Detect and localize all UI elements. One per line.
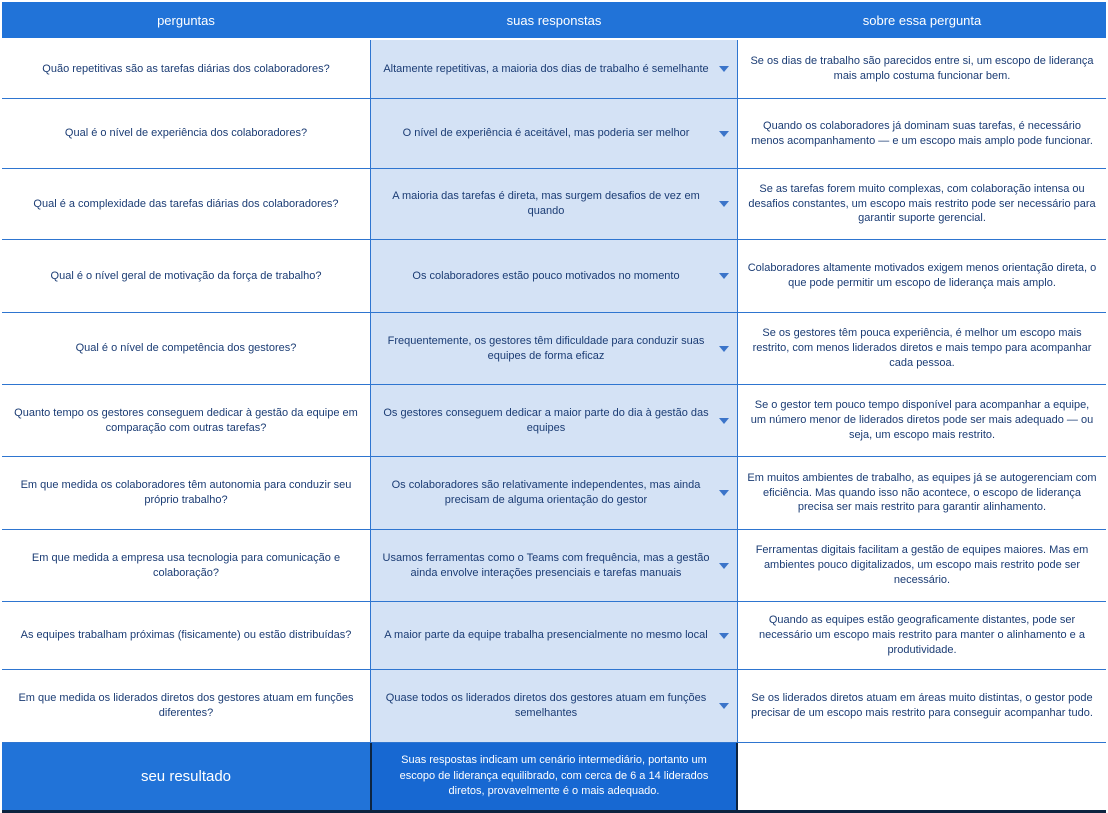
table-header-row: [2, 2, 1106, 40]
header-questions: perguntas: [157, 12, 215, 28]
about-cell: Colaboradores altamente motivados exigem menos orientação direta, o que pode permitir um escopo de liderança mais amplo.: [747, 262, 1097, 289]
chevron-down-icon: [719, 131, 729, 137]
answer-dropdown[interactable]: [370, 670, 738, 742]
chevron-down-icon: [719, 418, 729, 424]
about-cell: Em muitos ambientes de trabalho, as equipes já se autogerenciam com eficiência. Mas quando isso não acontece, o escopo de liderança precisa ser mais restrito para garantir alinhamento.: [747, 471, 1097, 514]
chevron-down-icon: [719, 633, 729, 639]
question-cell: Em que medida os liderados diretos dos gestores atuam em funções diferentes?: [18, 692, 354, 719]
question-cell: Qual é o nível de experiência dos colaboradores?: [64, 127, 308, 140]
answer-dropdown-value: O nível de experiência é aceitável, mas poderia ser melhor: [402, 127, 690, 140]
answer-dropdown[interactable]: [370, 99, 738, 168]
about-cell: Ferramentas digitais facilitam a gestão de equipes maiores. Mas em ambientes pouco digitalizados, um escopo mais restrito pode ser necessário.: [755, 544, 1089, 586]
chevron-down-icon: [719, 490, 729, 496]
table-row: [2, 601, 1106, 669]
about-cell: Quando as equipes estão geograficamente distantes, pode ser necessário um escopo mais restrito para manter o alinhamento e a produtividade.: [759, 614, 1085, 656]
header-answers: suas responstas: [506, 12, 602, 28]
answer-dropdown[interactable]: [370, 385, 738, 456]
table-row: [2, 239, 1106, 312]
table-row: [2, 456, 1106, 529]
question-cell: Qual é o nível geral de motivação da força de trabalho?: [50, 269, 322, 282]
answer-dropdown-value: Os gestores conseguem dedicar a maior parte do dia à gestão das equipes: [383, 406, 709, 434]
table-row: [2, 168, 1106, 239]
answer-dropdown-value: A maioria das tarefas é direta, mas surgem desafios de vez em quando: [392, 190, 700, 217]
question-cell: Quão repetitivas são as tarefas diárias dos colaboradores?: [42, 62, 330, 75]
about-cell: Se os liderados diretos atuam em áreas muito distintas, o gestor pode precisar de um escopo mais restrito para conseguir acompanhar tudo.: [751, 692, 1093, 719]
about-cell: Se o gestor tem pouco tempo disponível para acompanhar a equipe, um número menor de liderados diretos pode ser mais adequado — ou seja, um escopo mais restrito.: [750, 399, 1094, 441]
chevron-down-icon: [719, 563, 729, 569]
about-cell: Quando os colaboradores já dominam suas tarefas, é necessário menos acompanhamento — e um escopo mais amplo pode funcionar.: [751, 119, 1093, 147]
chevron-down-icon: [719, 66, 729, 72]
table-row: [2, 40, 1106, 98]
result-row: [2, 742, 1106, 810]
answer-dropdown-value: Os colaboradores estão pouco motivados no momento: [412, 269, 680, 282]
table-row: [2, 669, 1106, 742]
answer-dropdown-value: A maior parte da equipe trabalha presencialmente no mesmo local: [384, 629, 708, 642]
result-empty-cell: [738, 743, 1106, 810]
answer-dropdown-value: Os colaboradores são relativamente independentes, mas ainda precisam de alguma orientação do gestor: [391, 479, 701, 506]
chevron-down-icon: [719, 346, 729, 352]
question-cell: Em que medida os colaboradores têm autonomia para conduzir seu próprio trabalho?: [20, 479, 352, 506]
chevron-down-icon: [719, 201, 729, 207]
table-row: [2, 529, 1106, 601]
header-about: sobre essa pergunta: [862, 12, 982, 28]
answer-dropdown-value: Quase todos os liderados diretos dos gestores atuam em funções semelhantes: [385, 692, 707, 719]
result-label: seu resultado: [2, 743, 370, 810]
answer-dropdown-value: Altamente repetitivas, a maioria dos dias de trabalho é semelhante: [383, 62, 709, 75]
about-cell: Se os gestores têm pouca experiência, é melhor um escopo mais restrito, com menos liderados diretos e mais tempo para acompanhar cada pessoa.: [752, 327, 1092, 369]
table-body: [2, 40, 1106, 742]
answer-dropdown[interactable]: [370, 457, 738, 529]
result-text: Suas respostas indicam um cenário intermediário, portanto um escopo de liderança equilibrado, com cerca de 6 a 14 liderados diretos, provavelmente é o mais adequado.: [370, 743, 738, 810]
chevron-down-icon: [719, 703, 729, 709]
answer-dropdown[interactable]: [370, 602, 738, 669]
answer-dropdown[interactable]: [370, 530, 738, 601]
question-cell: Quanto tempo os gestores conseguem dedicar à gestão da equipe em comparação com outras tarefas?: [14, 406, 358, 434]
answer-dropdown[interactable]: [370, 240, 738, 312]
table-row: [2, 98, 1106, 168]
table-row: [2, 312, 1106, 384]
question-cell: Em que medida a empresa usa tecnologia para comunicação e colaboração?: [31, 551, 341, 579]
answer-dropdown[interactable]: [370, 169, 738, 239]
question-cell: Qual é a complexidade das tarefas diárias dos colaboradores?: [33, 197, 339, 210]
answer-dropdown[interactable]: [370, 40, 738, 98]
answer-dropdown-value: Usamos ferramentas como o Teams com frequência, mas a gestão ainda envolve interações presenciais e tarefas manuais: [382, 551, 710, 579]
about-cell: Se os dias de trabalho são parecidos entre si, um escopo de liderança mais amplo costuma funcionar bem.: [750, 55, 1094, 82]
about-cell: Se as tarefas forem muito complexas, com colaboração intensa ou desafios constantes, um escopo mais restrito pode ser necessário para garantir suporte gerencial.: [748, 182, 1096, 225]
question-cell: Qual é o nível de competência dos gestores?: [75, 342, 297, 355]
answer-dropdown[interactable]: [370, 313, 738, 384]
table: [2, 2, 1106, 813]
answer-dropdown-value: Frequentemente, os gestores têm dificuldade para conduzir suas equipes de forma eficaz: [387, 334, 705, 362]
chevron-down-icon: [719, 273, 729, 279]
table-row: [2, 384, 1106, 456]
question-cell: As equipes trabalham próximas (fisicamente) ou estão distribuídas?: [20, 629, 352, 642]
